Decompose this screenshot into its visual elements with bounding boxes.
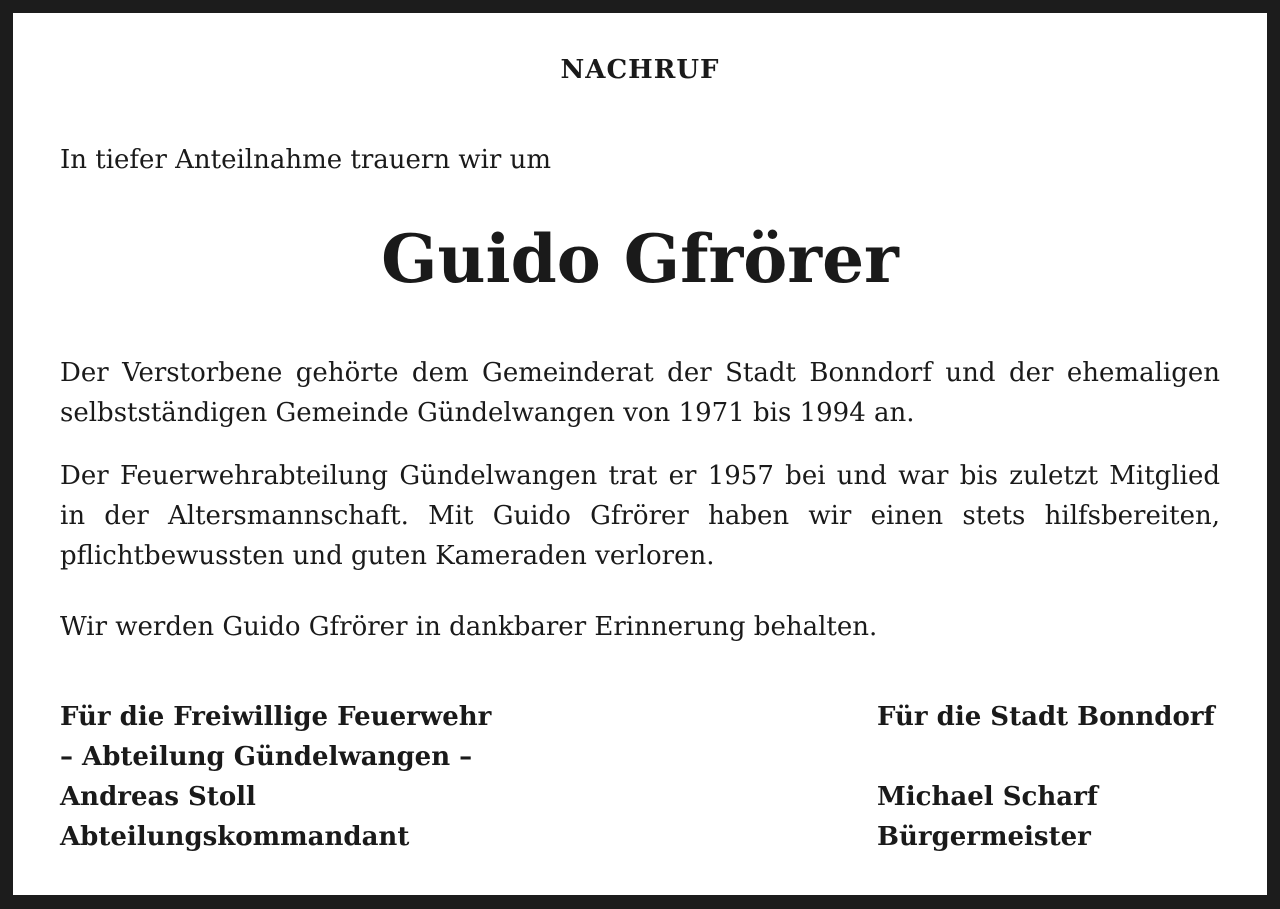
signature-fire-brigade bbox=[60, 697, 491, 857]
deceased-name: Guido Gfrörer bbox=[381, 220, 899, 298]
obituary-notice bbox=[13, 13, 1267, 895]
signature-org-line: Für die Stadt Bonndorf bbox=[877, 702, 1215, 732]
signature-title: Bürgermeister bbox=[877, 822, 1091, 852]
intro-line: In tiefer Anteilnahme trauern wir um bbox=[60, 145, 552, 175]
paragraph-remembrance: Wir werden Guido Gfrörer in dankbarer Erinnerung behalten. bbox=[60, 612, 878, 642]
signature-name: Michael Scharf bbox=[877, 782, 1098, 812]
signature-city bbox=[877, 697, 1215, 857]
signature-name: Andreas Stoll bbox=[60, 782, 256, 812]
signature-spacer bbox=[877, 737, 1215, 777]
signature-dept-line: – Abteilung Gündelwangen – bbox=[60, 742, 473, 772]
signature-org-line: Für die Freiwillige Feuerwehr bbox=[60, 702, 492, 732]
paragraph-council: Der Verstorbene gehörte dem Gemeinderat der Stadt Bonndorf und der ehemaligen selbstständigen Gemeinde Gündelwangen von 1971 bis 1994 an. bbox=[60, 358, 1220, 428]
signature-title: Abteilungskommandant bbox=[60, 822, 410, 852]
paragraph-fire-brigade: Der Feuerwehrabteilung Gündelwangen trat er 1957 bei und war bis zuletzt Mitglied in der Altersmannschaft. Mit Guido Gfrörer haben wir einen stets hilfsbereiten, pflichtbewussten und guten Kameraden verloren. bbox=[60, 461, 1220, 571]
notice-heading: NACHRUF bbox=[560, 55, 720, 85]
